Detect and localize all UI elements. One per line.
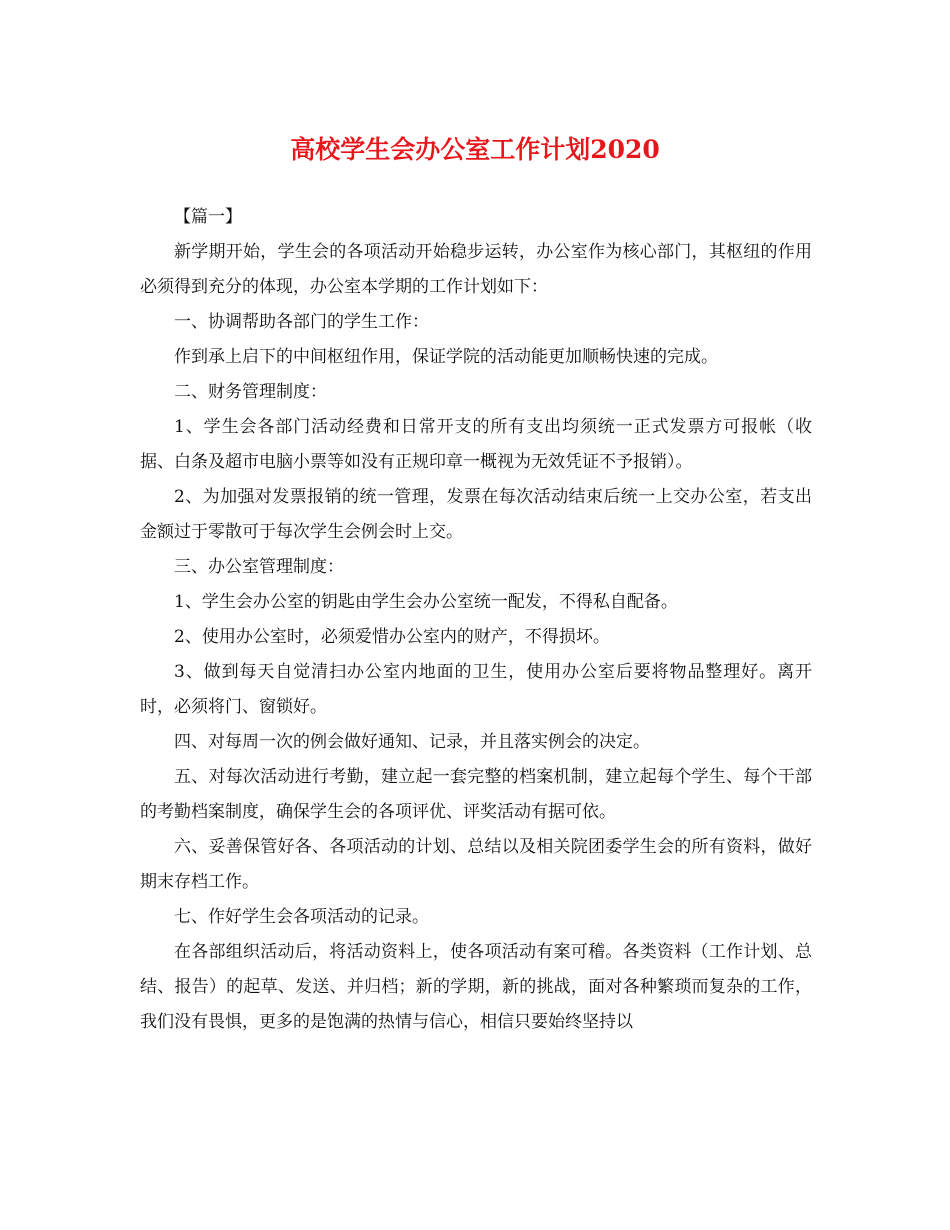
paragraph-records: 在各部组织活动后，将活动资料上，使各项活动有案可稽。各类资料（工作计划、总结、报告）的起草、发送、并归档；新的学期，新的挑战，面对各种繁琐而复杂的工作，我们没有畏惧，更多的是饱满的热情与信心，相信只要始终坚持以 (140, 942, 812, 1032)
paragraph-office-1: 1、学生会办公室的钥匙由学生会办公室统一配发，不得私自配备。 (174, 592, 678, 612)
heading-finance: 二、财务管理制度： (174, 382, 327, 402)
document-title: 高校学生会办公室工作计划2020 (290, 135, 660, 164)
heading-records: 七、作好学生会各项活动的记录。 (174, 907, 429, 927)
paragraph-archives: 六、妥善保管好各、各项活动的计划、总结以及相关院团委学生会的所有资料，做好期末存档工作。 (140, 837, 812, 892)
intro-paragraph: 新学期开始，学生会的各项活动开始稳步运转，办公室作为核心部门，其枢纽的作用必须得到充分的体现，办公室本学期的工作计划如下： (140, 242, 812, 297)
document-body (140, 200, 812, 1040)
heading-coordination: 一、协调帮助各部门的学生工作： (174, 312, 429, 332)
paragraph-finance-1: 1、学生会各部门活动经费和日常开支的所有支出均须统一正式发票方可报帐（收据、白条及超市电脑小票等如没有正规印章一概视为无效凭证不予报销）。 (140, 417, 812, 472)
heading-office-management: 三、办公室管理制度： (174, 557, 344, 577)
paragraph-finance-2: 2、为加强对发票报销的统一管理，发票在每次活动结束后统一上交办公室，若支出金额过于零散可于每次学生会例会时上交。 (140, 487, 812, 542)
paragraph-office-3: 3、做到每天自觉清扫办公室内地面的卫生，使用办公室后要将物品整理好。离开时，必须将门、窗锁好。 (140, 662, 812, 717)
section-heading-part-one: 【篇一】 (174, 207, 242, 227)
paragraph-attendance: 五、对每次活动进行考勤，建立起一套完整的档案机制，建立起每个学生、每个干部的考勤档案制度，确保学生会的各项评优、评奖活动有据可依。 (140, 767, 812, 822)
paragraph-meetings: 四、对每周一次的例会做好通知、记录，并且落实例会的决定。 (174, 732, 650, 752)
paragraph-coordination: 作到承上启下的中间枢纽作用，保证学院的活动能更加顺畅快速的完成。 (174, 347, 718, 367)
paragraph-office-2: 2、使用办公室时，必须爱惜办公室内的财产，不得损坏。 (174, 627, 610, 647)
